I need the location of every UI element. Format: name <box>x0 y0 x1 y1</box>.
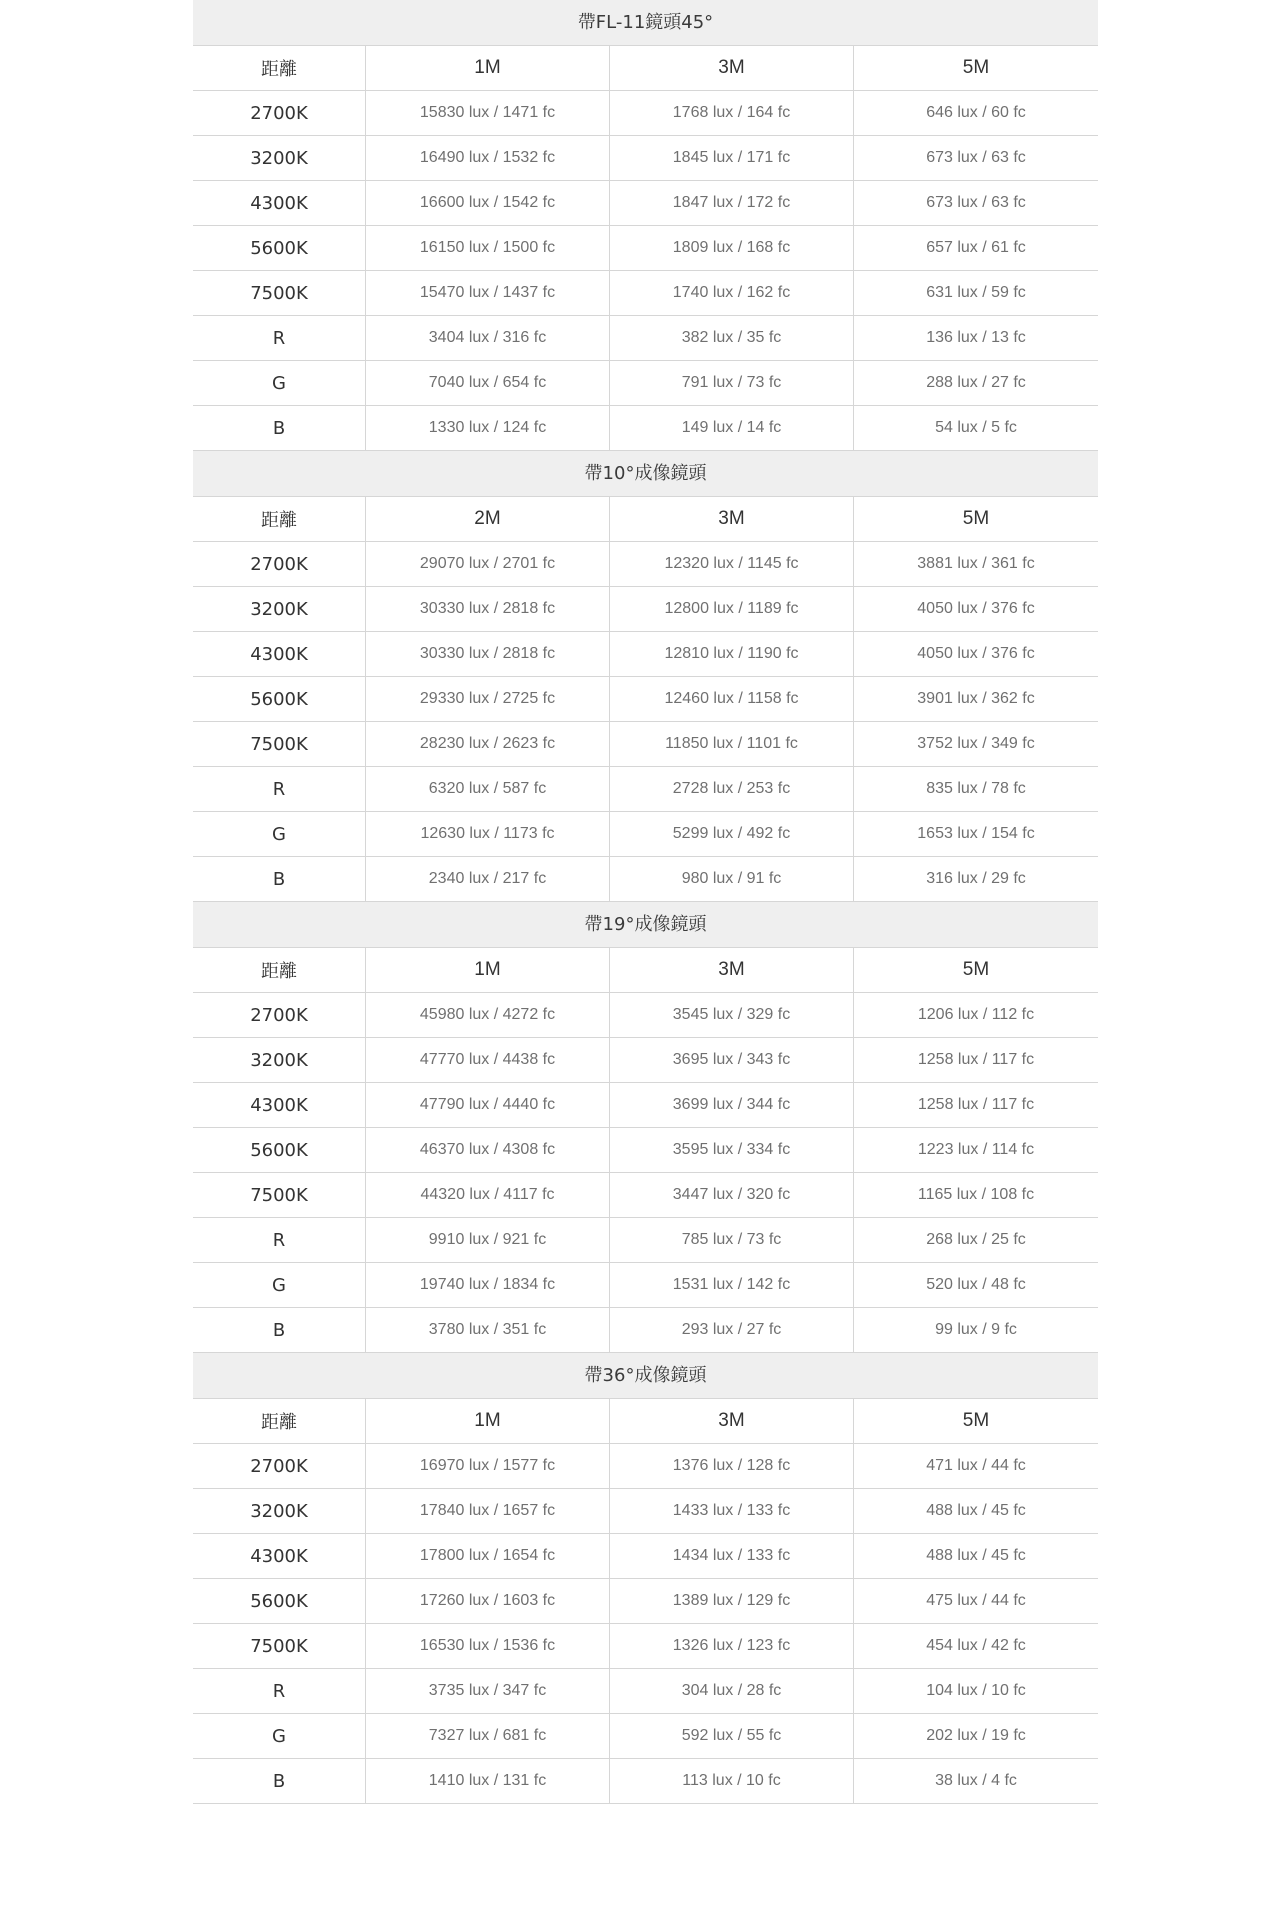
table-row <box>193 1263 1098 1308</box>
illuminance-cell: 520 lux / 48 fc <box>926 1276 1026 1293</box>
distance-header: 距離 <box>193 948 366 992</box>
illuminance-cell: 1847 lux / 172 fc <box>610 181 854 225</box>
illuminance-cell: 47790 lux / 4440 fc <box>366 1083 610 1127</box>
table-row <box>193 136 1098 181</box>
color-temp-label: 3200K <box>193 136 366 180</box>
table-row <box>193 91 1098 136</box>
illuminance-tables <box>193 0 1098 1804</box>
distance-column-header: 5M <box>962 508 990 529</box>
color-temp-label: 5600K <box>193 1579 366 1623</box>
illuminance-cell: 2340 lux / 217 fc <box>366 857 610 901</box>
color-temp-label: 5600K <box>193 226 366 270</box>
distance-header: 距離 <box>193 46 366 90</box>
color-temp-label: 2700K <box>193 91 366 135</box>
illuminance-cell: 3595 lux / 334 fc <box>610 1128 854 1172</box>
header-row <box>193 948 1098 993</box>
illuminance-cell: 1768 lux / 164 fc <box>610 91 854 135</box>
color-temp-label: 7500K <box>193 722 366 766</box>
illuminance-cell: 592 lux / 55 fc <box>610 1714 854 1758</box>
illuminance-cell: 475 lux / 44 fc <box>926 1592 1026 1609</box>
illuminance-cell: 488 lux / 45 fc <box>926 1502 1026 1519</box>
illuminance-cell: 38 lux / 4 fc <box>935 1772 1017 1789</box>
color-temp-label: G <box>193 812 366 856</box>
color-temp-label: 2700K <box>193 542 366 586</box>
color-temp-label: 7500K <box>193 1173 366 1217</box>
illuminance-cell: 12800 lux / 1189 fc <box>610 587 854 631</box>
illuminance-cell: 1376 lux / 128 fc <box>610 1444 854 1488</box>
illuminance-cell: 149 lux / 14 fc <box>610 406 854 450</box>
color-temp-label: 3200K <box>193 1038 366 1082</box>
table-row <box>193 181 1098 226</box>
header-row <box>193 497 1098 542</box>
distance-column-header: 5M <box>962 959 990 980</box>
distance-header: 距離 <box>193 1399 366 1443</box>
table-row <box>193 767 1098 812</box>
distance-column-header: 1M <box>366 1399 610 1443</box>
table-row <box>193 1173 1098 1218</box>
illuminance-cell: 104 lux / 10 fc <box>926 1682 1026 1699</box>
color-temp-label: 4300K <box>193 632 366 676</box>
illuminance-cell: 293 lux / 27 fc <box>610 1308 854 1352</box>
illuminance-cell: 44320 lux / 4117 fc <box>366 1173 610 1217</box>
distance-column-header: 3M <box>610 497 854 541</box>
illuminance-cell: 7327 lux / 681 fc <box>366 1714 610 1758</box>
illuminance-cell: 30330 lux / 2818 fc <box>366 587 610 631</box>
illuminance-cell: 12320 lux / 1145 fc <box>610 542 854 586</box>
color-temp-label: B <box>193 1308 366 1352</box>
section-title: 帶10°成像鏡頭 <box>193 451 1098 497</box>
illuminance-cell: 7040 lux / 654 fc <box>366 361 610 405</box>
illuminance-cell: 646 lux / 60 fc <box>926 104 1026 121</box>
illuminance-cell: 3404 lux / 316 fc <box>366 316 610 360</box>
illuminance-cell: 454 lux / 42 fc <box>926 1637 1026 1654</box>
illuminance-cell: 12460 lux / 1158 fc <box>610 677 854 721</box>
illuminance-cell: 3881 lux / 361 fc <box>917 555 1035 572</box>
illuminance-cell: 1206 lux / 112 fc <box>917 1006 1035 1023</box>
section-title: 帶FL-11鏡頭45° <box>193 0 1098 46</box>
lens-section-1 <box>193 451 1098 902</box>
table-row <box>193 316 1098 361</box>
illuminance-cell: 47770 lux / 4438 fc <box>366 1038 610 1082</box>
lens-section-2 <box>193 902 1098 1353</box>
illuminance-cell: 15830 lux / 1471 fc <box>366 91 610 135</box>
header-row <box>193 1399 1098 1444</box>
table-row <box>193 1444 1098 1489</box>
illuminance-cell: 16150 lux / 1500 fc <box>366 226 610 270</box>
illuminance-cell: 1433 lux / 133 fc <box>610 1489 854 1533</box>
illuminance-cell: 54 lux / 5 fc <box>935 419 1017 436</box>
illuminance-cell: 791 lux / 73 fc <box>610 361 854 405</box>
illuminance-cell: 1845 lux / 171 fc <box>610 136 854 180</box>
distance-column-header: 2M <box>366 497 610 541</box>
table-row <box>193 722 1098 767</box>
illuminance-cell: 382 lux / 35 fc <box>610 316 854 360</box>
color-temp-label: 7500K <box>193 1624 366 1668</box>
table-row <box>193 857 1098 902</box>
illuminance-cell: 3901 lux / 362 fc <box>917 690 1035 707</box>
table-row <box>193 1308 1098 1353</box>
illuminance-cell: 1223 lux / 114 fc <box>917 1141 1035 1158</box>
table-row <box>193 1669 1098 1714</box>
illuminance-cell: 29070 lux / 2701 fc <box>366 542 610 586</box>
color-temp-label: R <box>193 1669 366 1713</box>
illuminance-cell: 28230 lux / 2623 fc <box>366 722 610 766</box>
table-row <box>193 1083 1098 1128</box>
table-row <box>193 271 1098 316</box>
illuminance-cell: 29330 lux / 2725 fc <box>366 677 610 721</box>
illuminance-cell: 288 lux / 27 fc <box>926 374 1026 391</box>
illuminance-cell: 113 lux / 10 fc <box>610 1759 854 1803</box>
illuminance-cell: 631 lux / 59 fc <box>926 284 1026 301</box>
illuminance-cell: 12630 lux / 1173 fc <box>366 812 610 856</box>
illuminance-cell: 4050 lux / 376 fc <box>917 645 1035 662</box>
illuminance-cell: 3695 lux / 343 fc <box>610 1038 854 1082</box>
illuminance-cell: 835 lux / 78 fc <box>926 780 1026 797</box>
illuminance-cell: 980 lux / 91 fc <box>610 857 854 901</box>
color-temp-label: G <box>193 1263 366 1307</box>
illuminance-cell: 1389 lux / 129 fc <box>610 1579 854 1623</box>
illuminance-cell: 99 lux / 9 fc <box>935 1321 1017 1338</box>
illuminance-cell: 1740 lux / 162 fc <box>610 271 854 315</box>
illuminance-cell: 17840 lux / 1657 fc <box>366 1489 610 1533</box>
table-row <box>193 1759 1098 1804</box>
table-row <box>193 1624 1098 1669</box>
distance-column-header: 3M <box>610 948 854 992</box>
illuminance-cell: 12810 lux / 1190 fc <box>610 632 854 676</box>
distance-column-header: 1M <box>366 46 610 90</box>
illuminance-cell: 1410 lux / 131 fc <box>366 1759 610 1803</box>
illuminance-cell: 471 lux / 44 fc <box>926 1457 1026 1474</box>
table-row <box>193 587 1098 632</box>
lens-section-3 <box>193 1353 1098 1804</box>
illuminance-cell: 1434 lux / 133 fc <box>610 1534 854 1578</box>
illuminance-cell: 11850 lux / 1101 fc <box>610 722 854 766</box>
table-row <box>193 406 1098 451</box>
color-temp-label: 5600K <box>193 1128 366 1172</box>
color-temp-label: 2700K <box>193 993 366 1037</box>
illuminance-cell: 3735 lux / 347 fc <box>366 1669 610 1713</box>
illuminance-cell: 316 lux / 29 fc <box>926 870 1026 887</box>
illuminance-cell: 268 lux / 25 fc <box>926 1231 1026 1248</box>
illuminance-cell: 3780 lux / 351 fc <box>366 1308 610 1352</box>
illuminance-cell: 5299 lux / 492 fc <box>610 812 854 856</box>
illuminance-cell: 46370 lux / 4308 fc <box>366 1128 610 1172</box>
table-row <box>193 993 1098 1038</box>
table-row <box>193 1489 1098 1534</box>
illuminance-cell: 45980 lux / 4272 fc <box>366 993 610 1037</box>
color-temp-label: 7500K <box>193 271 366 315</box>
illuminance-cell: 9910 lux / 921 fc <box>366 1218 610 1262</box>
section-title: 帶19°成像鏡頭 <box>193 902 1098 948</box>
color-temp-label: 3200K <box>193 587 366 631</box>
illuminance-cell: 6320 lux / 587 fc <box>366 767 610 811</box>
illuminance-cell: 16490 lux / 1532 fc <box>366 136 610 180</box>
illuminance-cell: 19740 lux / 1834 fc <box>366 1263 610 1307</box>
color-temp-label: 5600K <box>193 677 366 721</box>
distance-header: 距離 <box>193 497 366 541</box>
table-row <box>193 677 1098 722</box>
illuminance-cell: 15470 lux / 1437 fc <box>366 271 610 315</box>
table-row <box>193 632 1098 677</box>
lens-section-0 <box>193 0 1098 451</box>
color-temp-label: R <box>193 767 366 811</box>
illuminance-cell: 3752 lux / 349 fc <box>917 735 1035 752</box>
distance-column-header: 3M <box>610 46 854 90</box>
illuminance-cell: 1330 lux / 124 fc <box>366 406 610 450</box>
color-temp-label: 4300K <box>193 1534 366 1578</box>
illuminance-cell: 17260 lux / 1603 fc <box>366 1579 610 1623</box>
illuminance-cell: 1258 lux / 117 fc <box>917 1096 1035 1113</box>
illuminance-cell: 17800 lux / 1654 fc <box>366 1534 610 1578</box>
color-temp-label: G <box>193 361 366 405</box>
color-temp-label: B <box>193 1759 366 1803</box>
illuminance-cell: 3699 lux / 344 fc <box>610 1083 854 1127</box>
illuminance-cell: 136 lux / 13 fc <box>926 329 1026 346</box>
table-row <box>193 1534 1098 1579</box>
illuminance-cell: 1653 lux / 154 fc <box>917 825 1035 842</box>
illuminance-cell: 1809 lux / 168 fc <box>610 226 854 270</box>
distance-column-header: 5M <box>962 1410 990 1431</box>
distance-column-header: 3M <box>610 1399 854 1443</box>
illuminance-cell: 1258 lux / 117 fc <box>917 1051 1035 1068</box>
illuminance-cell: 488 lux / 45 fc <box>926 1547 1026 1564</box>
illuminance-cell: 30330 lux / 2818 fc <box>366 632 610 676</box>
illuminance-cell: 3447 lux / 320 fc <box>610 1173 854 1217</box>
illuminance-cell: 16970 lux / 1577 fc <box>366 1444 610 1488</box>
color-temp-label: R <box>193 1218 366 1262</box>
color-temp-label: B <box>193 406 366 450</box>
illuminance-cell: 16530 lux / 1536 fc <box>366 1624 610 1668</box>
illuminance-cell: 202 lux / 19 fc <box>926 1727 1026 1744</box>
table-row <box>193 1128 1098 1173</box>
table-row <box>193 542 1098 587</box>
table-row <box>193 361 1098 406</box>
color-temp-label: 3200K <box>193 1489 366 1533</box>
table-row <box>193 1714 1098 1759</box>
color-temp-label: 2700K <box>193 1444 366 1488</box>
table-row <box>193 1218 1098 1263</box>
illuminance-cell: 3545 lux / 329 fc <box>610 993 854 1037</box>
color-temp-label: B <box>193 857 366 901</box>
distance-column-header: 5M <box>962 57 990 78</box>
color-temp-label: R <box>193 316 366 360</box>
table-row <box>193 812 1098 857</box>
illuminance-cell: 2728 lux / 253 fc <box>610 767 854 811</box>
table-row <box>193 1579 1098 1624</box>
illuminance-cell: 1531 lux / 142 fc <box>610 1263 854 1307</box>
table-row <box>193 1038 1098 1083</box>
illuminance-cell: 785 lux / 73 fc <box>610 1218 854 1262</box>
distance-column-header: 1M <box>366 948 610 992</box>
illuminance-cell: 16600 lux / 1542 fc <box>366 181 610 225</box>
illuminance-cell: 673 lux / 63 fc <box>926 149 1026 166</box>
color-temp-label: 4300K <box>193 181 366 225</box>
section-title: 帶36°成像鏡頭 <box>193 1353 1098 1399</box>
illuminance-cell: 1326 lux / 123 fc <box>610 1624 854 1668</box>
table-row <box>193 226 1098 271</box>
illuminance-cell: 1165 lux / 108 fc <box>917 1186 1035 1203</box>
illuminance-cell: 4050 lux / 376 fc <box>917 600 1035 617</box>
illuminance-cell: 304 lux / 28 fc <box>610 1669 854 1713</box>
illuminance-cell: 657 lux / 61 fc <box>926 239 1026 256</box>
color-temp-label: 4300K <box>193 1083 366 1127</box>
header-row <box>193 46 1098 91</box>
illuminance-cell: 673 lux / 63 fc <box>926 194 1026 211</box>
color-temp-label: G <box>193 1714 366 1758</box>
